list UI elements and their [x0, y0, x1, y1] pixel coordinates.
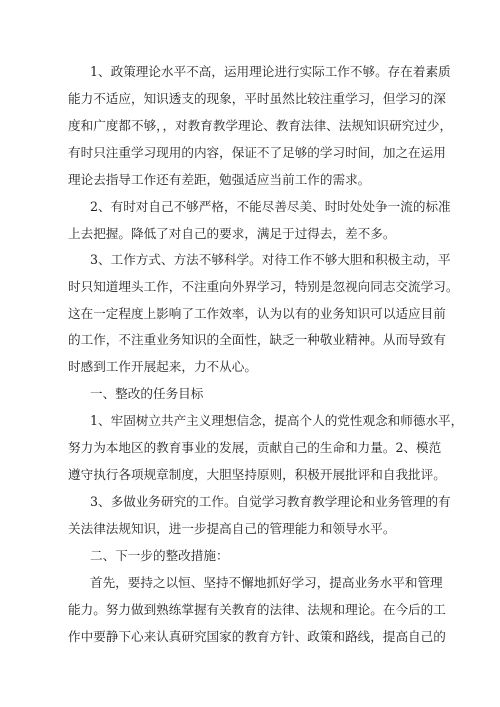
paragraph-1-line-4: 有时只注重学习现用的内容，保证不了足够的学习时间，加之在运用 [68, 145, 446, 160]
paragraph-4-line-1: 1、牢固树立共产主义理想信念，提高个人的党性观念和师德水平， [90, 413, 464, 428]
paragraph-1-line-5: 理论去指导工作还有差距，勉强适应当前工作的需求。 [68, 172, 371, 187]
paragraph-3-line-2: 时只知道埋头工作，不注重向外界学习，特别是忽视向同志交流学习。 [68, 279, 459, 294]
paragraph-5-line-2: 关法律法规知识，进一步提高自己的管理能力和领导水平。 [68, 521, 396, 536]
paragraph-2-line-1: 2、有时对自己不够严格，不能尽善尽美、时时处处争一流的标准 [90, 199, 451, 214]
paragraph-3-line-4: 的工作，不注重业务知识的全面性，缺乏一种敬业精神。从而导致有 [68, 332, 446, 347]
paragraph-3-line-1: 3、工作方式、方法不够科学。对待工作不够大胆和积极主动，平 [90, 252, 451, 267]
paragraph-1-line-1: 1、政策理论水平不高，运用理论进行实际工作不够。存在着素质 [90, 64, 451, 79]
paragraph-2-line-2: 上去把握。降低了对自己的要求，满足于过得去，差不多。 [68, 226, 396, 241]
paragraph-4-line-2: 努力为本地区的教育事业的发展，贡献自己的生命和力量。2、模范 [68, 440, 442, 455]
paragraph-3-line-3: 这在一定程度上影响了工作效率，认为以有的业务知识可以适应目前 [68, 306, 446, 321]
paragraph-6-line-2: 能力。努力做到熟练掌握有关教育的法律、法规和理论。在今后的工 [68, 602, 446, 617]
paragraph-1-line-3: 度和广度都不够，，对教育教学理论、教育法律、法规知识研究过少， [68, 118, 453, 133]
paragraph-6-line-1: 首先，要持之以恒、坚持不懈地抓好学习，提高业务水平和管理 [90, 575, 443, 590]
section-heading-goals: 一、整改的任务目标 [90, 386, 204, 401]
paragraph-4-line-3: 遵守执行各项规章制度，大胆坚持原则，积极开展批评和自我批评。 [68, 467, 446, 482]
paragraph-3-line-5: 时感到工作开展起来，力不从心。 [68, 359, 257, 374]
paragraph-6-line-3: 作中要静下心来认真研究国家的教育方针、政策和路线，提高自己的 [68, 629, 446, 644]
paragraph-1-line-2: 能力不适应，知识透支的现象，平时虽然比较注重学习，但学习的深 [68, 91, 446, 106]
section-heading-measures: 二、下一步的整改措施： [90, 548, 229, 563]
paragraph-5-line-1: 3、多做业务研究的工作。自觉学习教育教学理论和业务管理的有 [90, 494, 451, 509]
